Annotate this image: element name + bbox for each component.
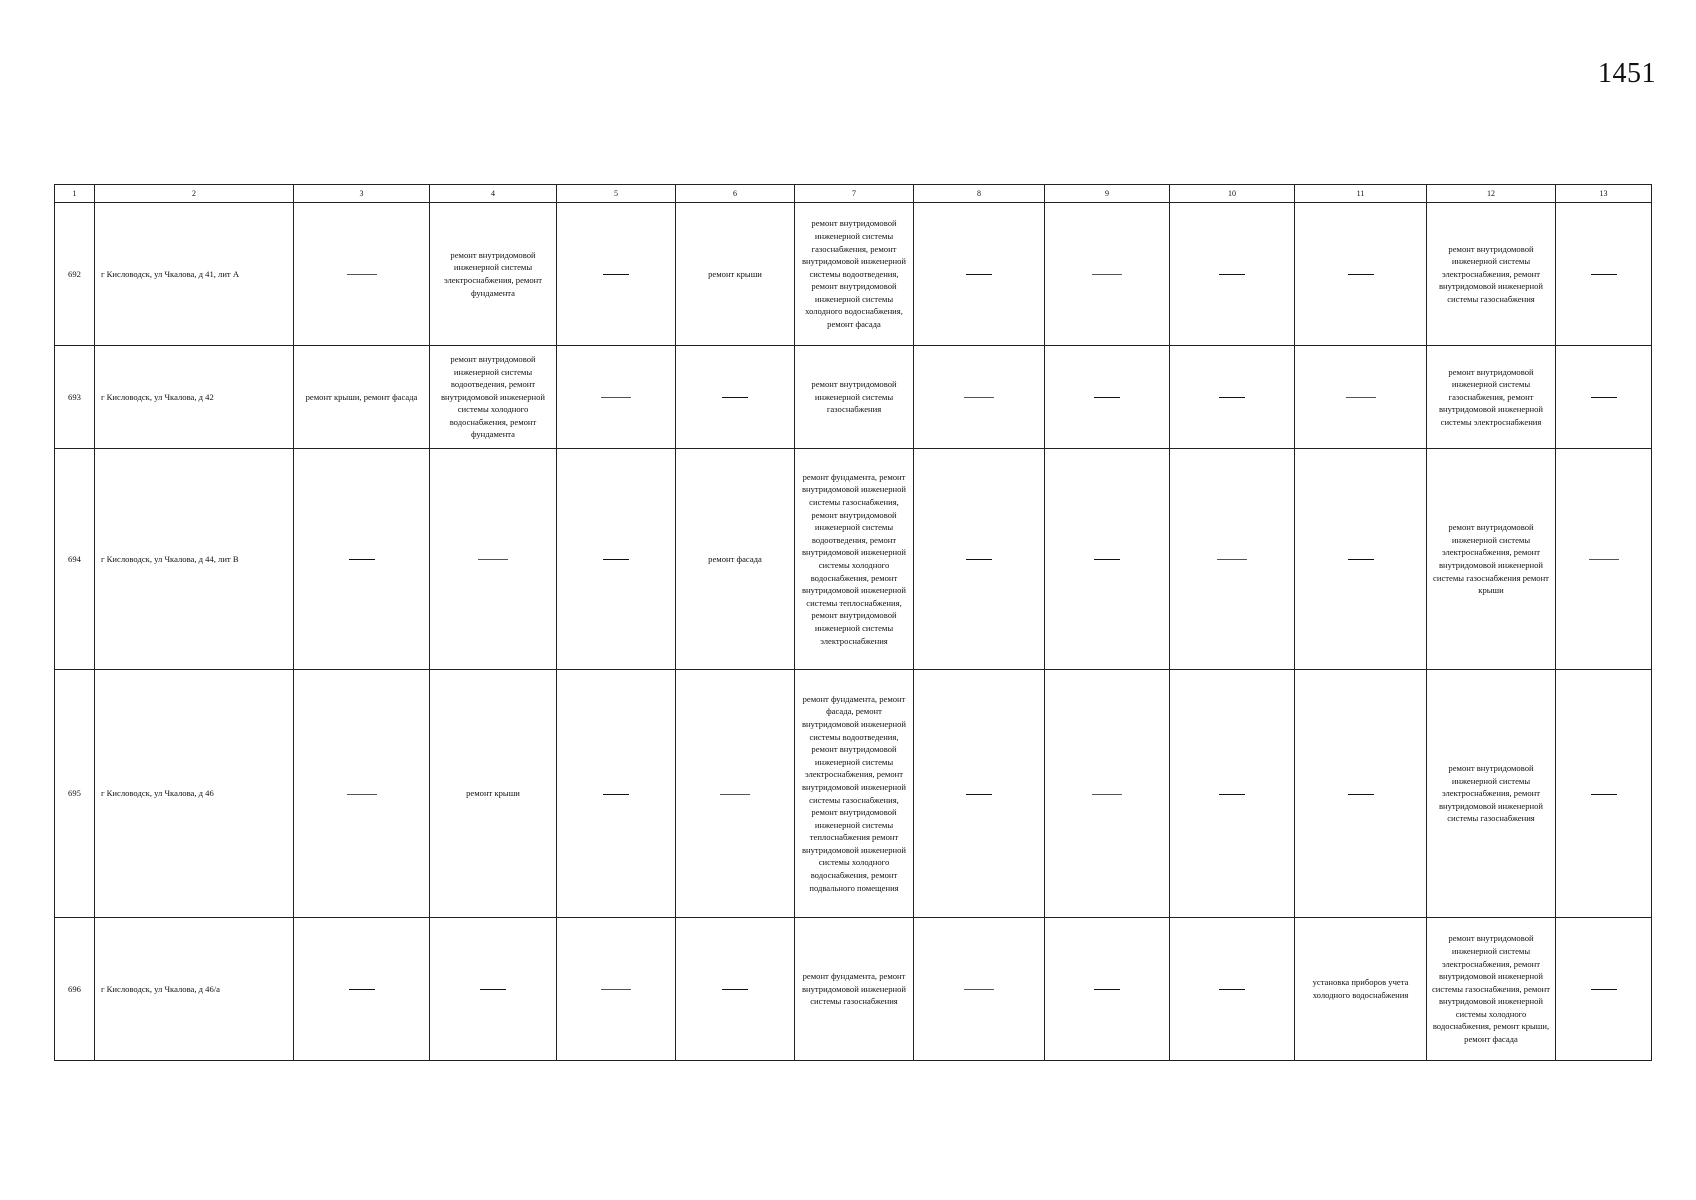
dash-mark [966,274,992,275]
row-number: 696 [55,918,95,1061]
dash-mark [1094,989,1120,990]
empty-dash-cell [1170,670,1295,918]
dash-mark [1348,559,1374,560]
work-type-cell [795,670,914,918]
empty-dash-cell [1045,346,1170,449]
column-header: 1 [55,185,95,203]
work-type-text: установка приборов учета холодного водоснабжения [1312,977,1409,1000]
work-type-cell [795,346,914,449]
repair-schedule-table [54,184,1652,1061]
column-header: 13 [1556,185,1652,203]
dash-mark [1591,989,1617,990]
column-header: 5 [557,185,676,203]
empty-dash-cell [1170,449,1295,670]
empty-dash-cell [914,918,1045,1061]
dash-mark [347,794,377,795]
column-header: 7 [795,185,914,203]
dash-mark [1217,559,1247,560]
column-header: 6 [676,185,795,203]
dash-mark [349,989,375,990]
empty-dash-cell [676,918,795,1061]
dash-mark [964,397,994,398]
dash-mark [1591,274,1617,275]
column-header: 2 [95,185,294,203]
work-type-cell [795,918,914,1061]
work-type-text: ремонт внутридомовой инженерной системы электроснабжения, ремонт внутридомовой инженерной системы газоснабжения ремонт крыши [1433,522,1549,596]
work-type-text: ремонт внутридомовой инженерной системы электроснабжения, ремонт фундамента [443,249,543,298]
dash-mark [603,559,629,560]
empty-dash-cell [1295,670,1427,918]
work-type-text: ремонт крыши [708,268,762,279]
work-type-cell [676,203,795,346]
row-number: 695 [55,670,95,918]
address-cell: г Кисловодск, ул Чкалова, д 46/а [95,918,294,1061]
column-header: 4 [430,185,557,203]
empty-dash-cell [557,670,676,918]
empty-dash-cell [294,918,430,1061]
row-number: 692 [55,203,95,346]
empty-dash-cell [676,670,795,918]
column-header: 9 [1045,185,1170,203]
work-type-cell [294,346,430,449]
work-type-text: ремонт внутридомовой инженерной системы электроснабжения, ремонт внутридомовой инженерной системы газоснабжения [1438,763,1544,824]
work-type-text: ремонт внутридомовой инженерной системы газоснабжения [811,379,897,415]
dash-mark [1346,397,1376,398]
empty-dash-cell [1045,203,1170,346]
work-type-cell [430,203,557,346]
empty-dash-cell [557,203,676,346]
work-type-text: ремонт фундамента, ремонт внутридомовой инженерной системы газоснабжения, ремонт внутридомовой инженерной системы водоотведения, ремонт внутридомовой инженерной системы холодного водоснабжения, ремонт внутридомовой инженерной системы теплоснабжения, ремонт внутридомовой инженерной системы электроснабжения [801,471,907,646]
dash-mark [480,989,506,990]
empty-dash-cell [1295,449,1427,670]
table-row [55,449,1652,670]
work-type-text: ремонт внутридомовой инженерной системы газоснабжения, ремонт внутридомовой инженерной системы водоотведения, ремонт внутридомовой инженерной системы холодного водоснабжения, ремонт фасада [801,218,907,330]
empty-dash-cell [557,918,676,1061]
dash-mark [601,397,631,398]
empty-dash-cell [430,918,557,1061]
dash-mark [1589,559,1619,560]
dash-mark [966,794,992,795]
work-type-cell [430,346,557,449]
empty-dash-cell [1556,670,1652,918]
empty-dash-cell [1045,670,1170,918]
work-type-cell [795,203,914,346]
empty-dash-cell [430,449,557,670]
empty-dash-cell [914,449,1045,670]
empty-dash-cell [1295,346,1427,449]
work-type-cell [1427,449,1556,670]
dash-mark [1219,274,1245,275]
empty-dash-cell [1556,346,1652,449]
empty-dash-cell [294,203,430,346]
dash-mark [722,397,748,398]
work-type-cell [1427,670,1556,918]
column-header: 11 [1295,185,1427,203]
work-type-cell [1427,918,1556,1061]
empty-dash-cell [1045,449,1170,670]
dash-mark [1092,274,1122,275]
table-row [55,203,1652,346]
dash-mark [601,989,631,990]
empty-dash-cell [1556,449,1652,670]
dash-mark [603,274,629,275]
empty-dash-cell [1170,203,1295,346]
work-type-text: ремонт крыши, ремонт фасада [305,391,418,402]
work-type-text: ремонт фундамента, ремонт внутридомовой инженерной системы газоснабжения [801,971,907,1007]
work-type-cell [1427,346,1556,449]
dash-mark [1348,274,1374,275]
empty-dash-cell [914,670,1045,918]
address-cell: г Кисловодск, ул Чкалова, д 42 [95,346,294,449]
dash-mark [964,989,994,990]
empty-dash-cell [1170,918,1295,1061]
dash-mark [1094,559,1120,560]
empty-dash-cell [294,449,430,670]
dash-mark [1219,794,1245,795]
dash-mark [966,559,992,560]
work-type-text: ремонт внутридомовой инженерной системы водоотведения, ремонт внутридомовой инженерной системы холодного водоснабжения, ремонт фундамента [440,353,546,440]
column-header: 12 [1427,185,1556,203]
column-number-row [55,185,1652,203]
dash-mark [1348,794,1374,795]
empty-dash-cell [1045,918,1170,1061]
work-type-cell [795,449,914,670]
dash-mark [1094,397,1120,398]
work-type-text: ремонт крыши [466,788,520,799]
dash-mark [1092,794,1122,795]
dash-mark [1591,397,1617,398]
dash-mark [1219,397,1245,398]
work-type-text: ремонт внутридомовой инженерной системы электроснабжения, ремонт внутридомовой инженерной системы газоснабжения [1438,243,1544,304]
column-header: 3 [294,185,430,203]
dash-mark [1591,794,1617,795]
dash-mark [720,794,750,795]
column-header: 8 [914,185,1045,203]
dash-mark [603,794,629,795]
work-type-text: ремонт фасада [708,553,762,564]
empty-dash-cell [676,346,795,449]
page-number: 1451 [1598,58,1656,89]
work-type-text: ремонт внутридомовой инженерной системы электроснабжения, ремонт внутридомовой инженерной системы газоснабжения, ремонт внутридомовой инженерной системы холодного водоснабжения, ремонт крыши, ремонт фасада [1431,933,1551,1045]
empty-dash-cell [1295,203,1427,346]
work-type-cell [676,449,795,670]
empty-dash-cell [294,670,430,918]
dash-mark [1219,989,1245,990]
work-type-cell [1427,203,1556,346]
row-number: 694 [55,449,95,670]
work-type-cell [430,670,557,918]
work-type-text: ремонт фундамента, ремонт фасада, ремонт внутридомовой инженерной системы водоотведения, ремонт внутридомовой инженерной системы электроснабжения, ремонт внутридомовой инженерной системы газоснабжения, ремонт внутридомовой инженерной системы теплоснабжения ремонт внутридомовой инженерной системы холодного водоснабжения, ремонт подвального помещения [801,693,907,893]
work-type-text: ремонт внутридомовой инженерной системы газоснабжения, ремонт внутридомовой инженерной системы электроснабжения [1438,366,1544,427]
row-number: 693 [55,346,95,449]
table-row [55,670,1652,918]
address-cell: г Кисловодск, ул Чкалова, д 41, лит А [95,203,294,346]
column-header: 10 [1170,185,1295,203]
empty-dash-cell [914,346,1045,449]
empty-dash-cell [1170,346,1295,449]
dash-mark [347,274,377,275]
dash-mark [478,559,508,560]
empty-dash-cell [557,449,676,670]
dash-mark [349,559,375,560]
empty-dash-cell [914,203,1045,346]
address-cell: г Кисловодск, ул Чкалова, д 46 [95,670,294,918]
table-row [55,346,1652,449]
empty-dash-cell [1556,203,1652,346]
work-type-cell [1295,918,1427,1061]
empty-dash-cell [557,346,676,449]
empty-dash-cell [1556,918,1652,1061]
address-cell: г Кисловодск, ул Чкалова, д 44, лит В [95,449,294,670]
dash-mark [722,989,748,990]
table-row [55,918,1652,1061]
